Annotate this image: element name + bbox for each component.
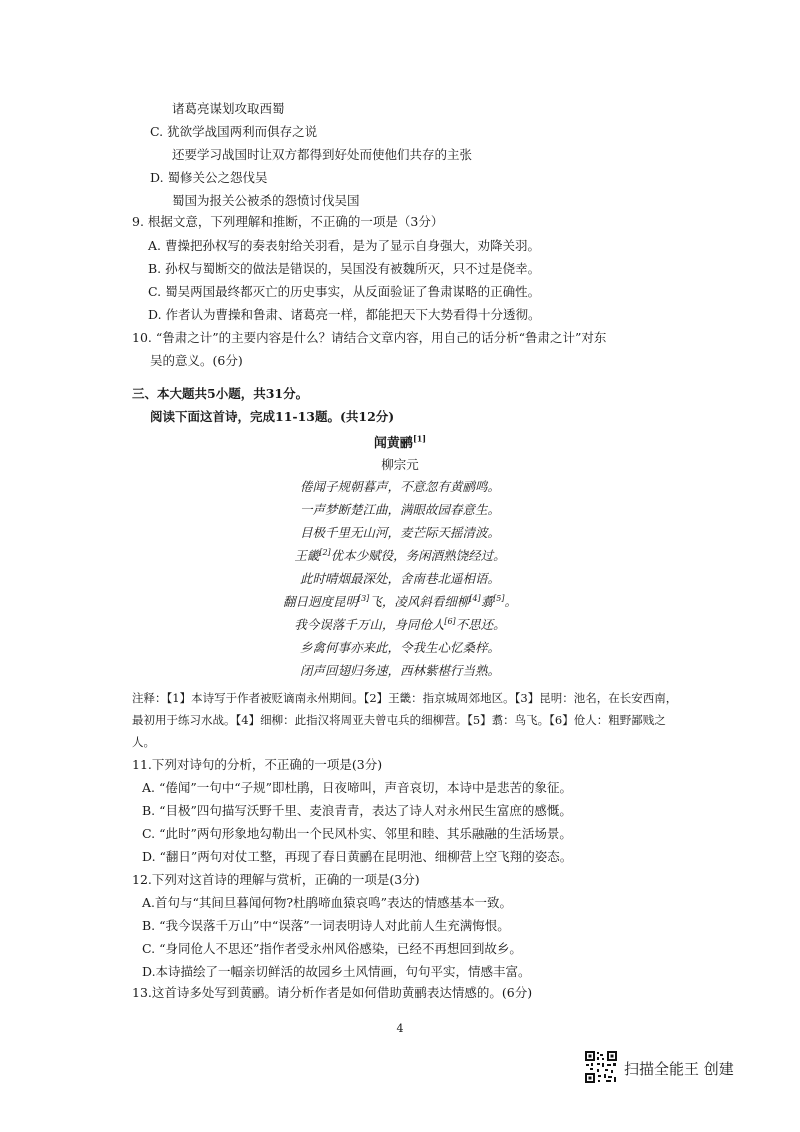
poem-line: 我今误落千万山，身同伧人[6]不思还。: [294, 616, 506, 632]
option-c-line: C. 犹欲学战国两利而俱存之说: [150, 124, 318, 139]
q11-option-d: D. “翻日”两句对仗工整，再现了春日黄鹂在昆明池、细柳营上空飞翔的姿态。: [142, 849, 573, 864]
page-number: 4: [396, 1022, 404, 1035]
poem-line: 闭声回翅归务速，西林紫椹行当熟。: [299, 663, 500, 678]
q9-option-a: A. 曹操把孙权写的奏表射给关羽看，是为了显示自身强大，劝降关羽。: [148, 238, 540, 253]
q9-option-c: C. 蜀吴两国最终都灭亡的历史事实，从反面验证了鲁肃谋略的正确性。: [148, 284, 541, 299]
section-instruction: 阅读下面这首诗，完成11-13题。(共12分): [150, 409, 395, 424]
q10-line1: 10. “鲁肃之计”的主要内容是什么？请结合文章内容，用自己的话分析“鲁肃之计”对东: [132, 330, 607, 345]
qr-code-icon: [584, 1050, 618, 1084]
notes-line2: 最初用于练习水战。【4】细柳：此指汉将周亚夫曾屯兵的细柳营。【5】翥：鸟飞。【6】伧人：粗野鄙贱之: [132, 713, 666, 727]
q13-stem: 13.这首诗多处写到黄鹂。请分析作者是如何借助黄鹂表达情感的。(6分): [132, 985, 533, 1000]
q11-stem: 11.下列对诗句的分析，不正确的一项是(3分): [132, 757, 383, 772]
poem-line: 倦闻子规朝暮声，不意忽有黄鹂鸣。: [299, 479, 500, 494]
q11-option-a: A. “倦闻”一句中“子规”即杜鹃，日夜啼叫，声音哀切，本诗中是悲苦的象征。: [142, 780, 573, 795]
notes-line1: 注释：【1】本诗写于作者被贬谪南永州期间。【2】王畿：指京城周郊地区。【3】昆明：池名，在长安西南，: [132, 691, 678, 705]
section-heading: 三、本大题共5小题，共31分。: [132, 386, 309, 401]
q9-option-b: B. 孙权与蜀断交的做法是错误的，吴国没有被魏所灭，只不过是侥幸。: [148, 261, 541, 276]
q11-option-b: B. “目极”四句描写沃野千里、麦浪青青，表达了诗人对永州民生富庶的感慨。: [142, 803, 572, 818]
poem-line: 乡禽何事亦来此，令我生心忆桑梓。: [299, 640, 500, 655]
q12-option-b: B. “我今误落千万山”中“误落”一词表明诗人对此前人生充满悔恨。: [142, 918, 510, 933]
q12-stem: 12.下列对这首诗的理解与赏析，正确的一项是(3分): [132, 872, 420, 887]
option-c-translation: 还要学习战国时让双方都得到好处而使他们共存的主张: [172, 147, 473, 162]
poem-line: 一声梦断楚江曲，满眼故园春意生。: [299, 502, 500, 517]
poem-line: 王畿[2]优本少赋役，务闲酒熟饶经过。: [294, 547, 506, 563]
q11-option-c: C. “此时”两句形象地勾勒出一个民风朴实、邻里和睦、其乐融融的生活场景。: [142, 826, 572, 841]
poem-title: 闻黄鹂[1]: [373, 433, 427, 451]
poem-author: 柳宗元: [381, 457, 419, 472]
poem-line: 目极千里无山河，麦芒际天摇清波。: [299, 525, 500, 540]
poem-line: 此时晴烟最深处，舍南巷北遥相语。: [299, 571, 500, 586]
q9-stem: 9. 根据文意，下列理解和推断，不正确的一项是（3分）: [132, 214, 444, 229]
q10-line2: 吴的意义。(6分): [150, 353, 243, 368]
q12-option-a: A.首句与“其间旦暮闻何物?杜鹃啼血猿哀鸣”表达的情感基本一致。: [142, 895, 512, 910]
notes-line3: 人。: [132, 735, 155, 749]
poem-line: 翻日迥度昆明[3]飞，凌风斜看细柳[4]翥[5]。: [282, 593, 518, 609]
option-d-line: D. 蜀修关公之怨伐吴: [150, 170, 268, 185]
q12-option-c: C. “身同伧人不思还”指作者受永州风俗感染，已经不再想回到故乡。: [142, 941, 522, 956]
continuation-line: 诸葛亮谋划攻取西蜀: [172, 101, 285, 116]
scanner-watermark: [584, 1050, 784, 1086]
q9-option-d: D. 作者认为曹操和鲁肃、诸葛亮一样，都能把天下大势看得十分透彻。: [148, 307, 541, 322]
watermark-text: 扫描全能王 创建: [624, 1060, 734, 1078]
q12-option-d: D.本诗描绘了一幅亲切鲜活的故园乡土风情画，句句平实，情感丰富。: [142, 964, 531, 979]
option-d-translation: 蜀国为报关公被杀的怨愤讨伐吴国: [172, 193, 360, 208]
